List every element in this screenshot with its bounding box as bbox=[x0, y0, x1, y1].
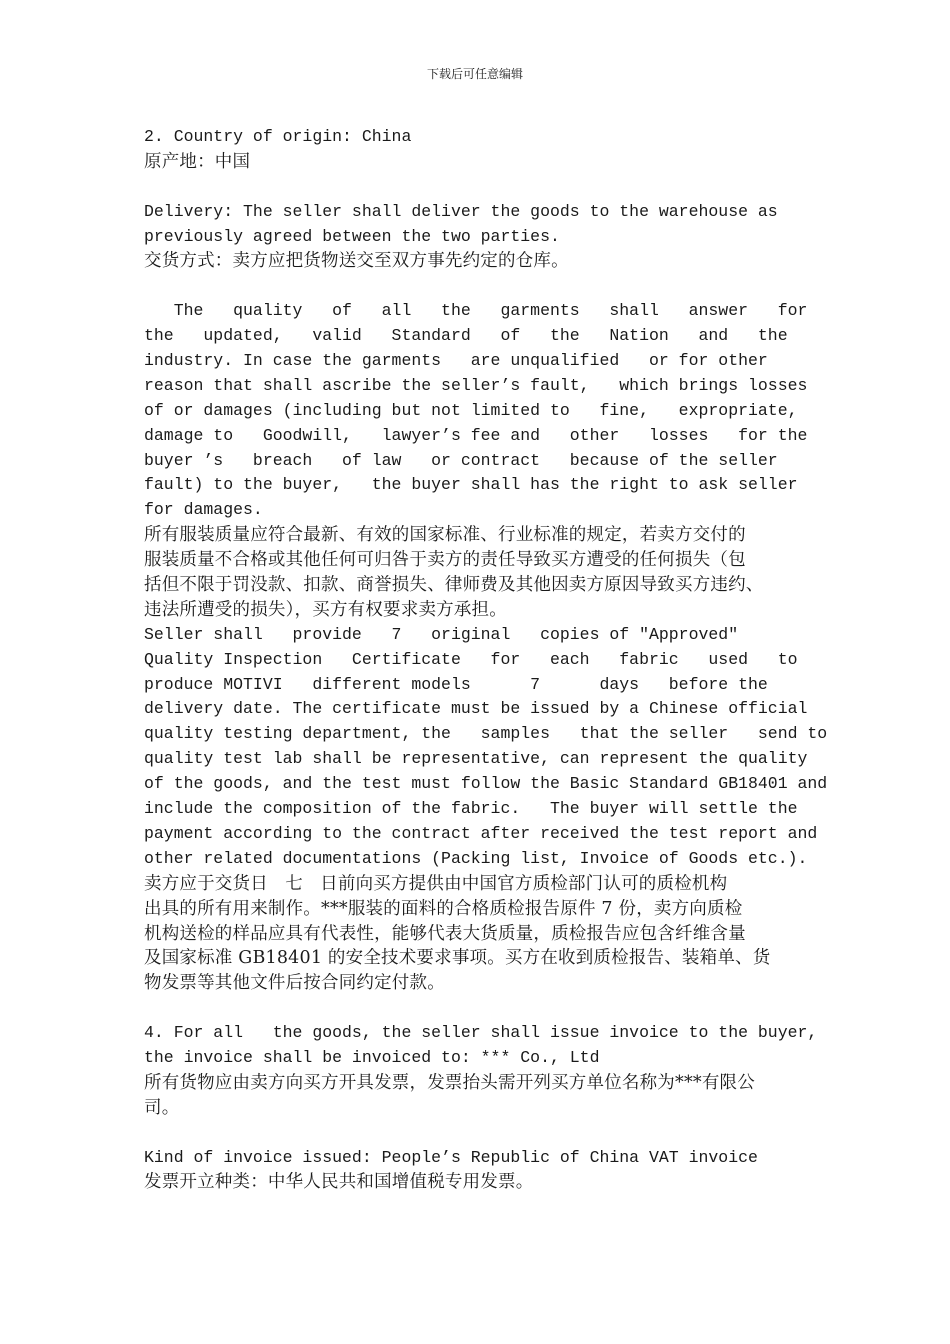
chinese-text-line: 物发票等其他文件后按合同约定付款。 bbox=[144, 973, 445, 994]
english-text-line: Delivery: The seller shall deliver the goods to the warehouse as bbox=[144, 201, 778, 221]
chinese-text-line: 括但不限于罚没款、扣款、商誉损失、律师费及其他因卖方原因导致买方违约、 bbox=[144, 575, 764, 596]
blank-line bbox=[144, 274, 808, 299]
english-text-line: of or damages (including but not limited to fine, expropriate, bbox=[144, 400, 798, 420]
english-text-line: fault) to the buyer, the buyer shall has the right to ask seller bbox=[144, 475, 798, 495]
chinese-text-line: 及国家标准 GB18401 的安全技术要求事项。买方在收到质检报告、装箱单、货 bbox=[144, 948, 771, 969]
chinese-text-line: 违法所遭受的损失），买方有权要求卖方承担。 bbox=[144, 599, 507, 620]
blank-line bbox=[144, 996, 808, 1021]
english-text-line: industry. In case the garments are unqualified or for other bbox=[144, 351, 768, 371]
chinese-text-line: 司。 bbox=[144, 1097, 180, 1118]
english-text-line: other related documentations (Packing list, Invoice of Goods etc.). bbox=[144, 848, 808, 868]
english-text-line: of the goods, and the test must follow the Basic Standard GB18401 and bbox=[144, 774, 828, 794]
english-text-line: for damages. bbox=[144, 500, 263, 520]
chinese-text-line: 原产地：中国 bbox=[144, 151, 251, 172]
english-text-line: produce MOTIVI different models 7 days before the bbox=[144, 674, 768, 694]
english-text-line: quality test lab shall be representative, can represent the quality bbox=[144, 749, 808, 769]
english-text-line: reason that shall ascribe the seller’s fault, which brings losses bbox=[144, 375, 808, 395]
chinese-text-line: 所有货物应由卖方向买方开具发票，发票抬头需开列买方单位名称为***有限公 bbox=[144, 1072, 755, 1093]
english-text-line: the updated, valid Standard of the Nation and the bbox=[144, 326, 788, 346]
blank-line bbox=[144, 175, 808, 200]
english-text-line: delivery date. The certificate must be issued by a Chinese official bbox=[144, 699, 808, 719]
english-text-line: payment according to the contract after received the test report and bbox=[144, 823, 818, 843]
chinese-text-line: 机构送检的样品应具有代表性，能够代表大货质量，质检报告应包含纤维含量 bbox=[144, 923, 746, 944]
chinese-text-line: 出具的所有用来制作。***服装的面料的合格质检报告原件 7 份，卖方向质检 bbox=[144, 898, 743, 919]
english-text-line: buyer ’s breach of law or contract because of the seller bbox=[144, 450, 778, 470]
chinese-text-line: 卖方应于交货日 七 日前向买方提供由中国官方质检部门认可的质检机构 bbox=[144, 873, 728, 894]
english-text-line: 2. Country of origin: China bbox=[144, 127, 412, 146]
chinese-text-line: 发票开立种类：中华人民共和国增值税专用发票。 bbox=[144, 1172, 534, 1193]
blank-line bbox=[144, 1121, 808, 1146]
english-text-line: include the composition of the fabric. The buyer will settle the bbox=[144, 799, 798, 819]
document-body bbox=[144, 125, 828, 1195]
english-text-line: quality testing department, the samples that the seller send to bbox=[144, 724, 828, 744]
english-text-line: The quality of all the garments shall answer for bbox=[144, 301, 808, 321]
page-header: 下载后可任意编辑 bbox=[426, 67, 523, 81]
english-text-line: Seller shall provide 7 original copies of "Approved" bbox=[144, 624, 739, 644]
english-text-line: Kind of invoice issued: People’s Republic of China VAT invoice bbox=[144, 1147, 758, 1167]
english-text-line: the invoice shall be invoiced to: *** Co., Ltd bbox=[144, 1047, 600, 1067]
english-text-line: previously agreed between the two parties. bbox=[144, 226, 560, 246]
chinese-text-line: 交货方式：卖方应把货物送交至双方事先约定的仓库。 bbox=[144, 251, 569, 272]
chinese-text-line: 所有服装质量应符合最新、有效的国家标准、行业标准的规定，若卖方交付的 bbox=[144, 525, 746, 546]
english-text-line: 4. For all the goods, the seller shall issue invoice to the buyer, bbox=[144, 1023, 818, 1043]
english-text-line: Quality Inspection Certificate for each fabric used to bbox=[144, 649, 798, 669]
english-text-line: damage to Goodwill, lawyer’s fee and other losses for the bbox=[144, 425, 808, 445]
chinese-text-line: 服装质量不合格或其他任何可归咎于卖方的责任导致买方遭受的任何损失（包 bbox=[144, 550, 746, 571]
